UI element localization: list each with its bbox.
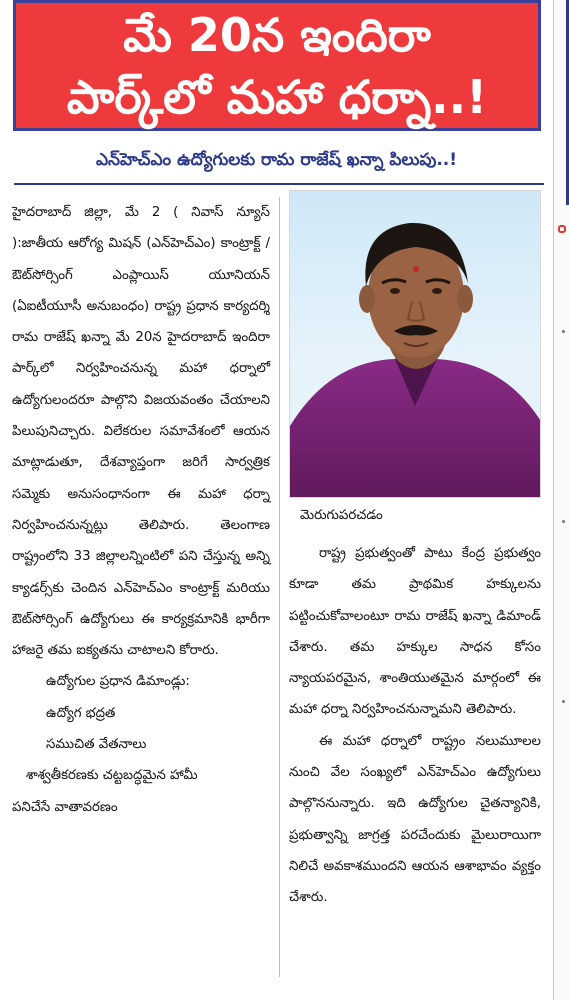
article-paragraph: హైదరాబాద్ జిల్లా, మే 2 ( నివాస్ న్యూస్ ):జాతీయ ఆరోగ్య మిషన్ (ఎన్‌హెచ్‌ఎం) కాంట్రాక్ట్ / ఔట్‌సోర్సింగ్ ఎంప్లాయిస్ యూనియన్ (ఏఐటీయూసీ అనుబంధం) రాష్ట్ర ప్రధాన కార్యదర్శి రామ రాజేష్ ఖన్నా మే 20న హైదరాబాద్ ఇందిరా పార్క్‌లో నిర్వహించనున్న మహా ధర్నాలో ఉద్యోగులందరూ పాల్గొని విజయవంతం చేయాలని పిలుపునిచ్చారు. విలేకరుల సమావేశంలో ఆయన మాట్లాడుతూ, దేశవ్యాప్తంగా జరిగే సార్వత్రిక సమ్మెకు అనుసంధానంగా ఈ మహా ధర్నా నిర్వహించనున్నట్లు తెలిపారు. తెలంగాణ రాష్ట్రంలోని 33 జిల్లాలన్నింటిలో పని చేస్తున్న అన్ని క్యాడర్స్‌కు చెందిన ఎన్‌హెచ్‌ఎం కాంట్రాక్ట్ మరియు ఔట్‌సోర్సింగ్ ఉద్యోగులు ఈ కార్యక్రమానికి భారీగా హాజరై తమ ఐక్యతను చాటాలని కోరారు. (12, 205, 270, 659)
photo-caption: మెరుగుపరచడం (300, 508, 383, 523)
subheadline: ఎన్‌హెచ్‌ఎం ఉద్యోగులకు రామ రాజేష్ ఖన్నా పిలుపు..! (95, 150, 458, 170)
portrait-photo (289, 190, 541, 498)
demand-item: శాశ్వతీకరణకు చట్టబద్ధమైన హామీ (26, 768, 198, 784)
demands-heading: ఉద్యోగుల ప్రధాన డిమాండ్లు: (46, 674, 190, 690)
portrait-illustration (290, 191, 541, 498)
adjacent-dot (562, 700, 565, 703)
article-paragraph: రాష్ట్ర ప్రభుత్వంతో పాటు కేంద్ర ప్రభుత్వం కూడా తమ ప్రాథమిక హక్కులను పట్టించుకోవాలంటూ రామ రాజేష్ ఖన్నా డిమాండ్ చేశారు. తమ హక్కుల సాధన కోసం న్యాయపరమైన, శాంతియుతమైన మార్గంలో ఈ మహా ధర్నా నిర్వహించనున్నామని తెలిపారు. (289, 546, 541, 718)
headline-line-2: పార్క్‌లో మహా ధర్నా..! (66, 70, 488, 124)
adjacent-dot (562, 330, 565, 333)
demand-item: ఉద్యోగ భద్రత (46, 705, 116, 721)
column-divider (279, 197, 280, 977)
demand-item: సముచిత వేతనాలు (46, 737, 147, 753)
demand-item: పనిచేసే వాతావరణం (12, 799, 118, 815)
headline-banner (13, 0, 541, 131)
article-paragraph: ఈ మహా ధర్నాలో రాష్ట్రం నలుమూలల నుంచి వేల సంఖ్యలో ఎన్‌హెచ్‌ఎం ఉద్యోగులు పాల్గొననున్నారు. ఇది ఉద్యోగుల చైతన్యానికి, ప్రభుత్వాన్ని జాగ్రత్త పరచేందుకు మైలురాయిగా నిలిచే అవకాశముందని ఆయన ఆశాభావం వ్యక్తం చేశారు. (289, 733, 541, 906)
left-column (12, 197, 270, 823)
adjacent-red-mark (558, 225, 566, 233)
adjacent-page-edge (553, 0, 569, 1000)
right-column (289, 538, 541, 914)
adjacent-dot (562, 520, 565, 523)
headline-line-1: మే 20న ఇందిరా (123, 8, 431, 62)
subheadline-rule (14, 183, 544, 185)
